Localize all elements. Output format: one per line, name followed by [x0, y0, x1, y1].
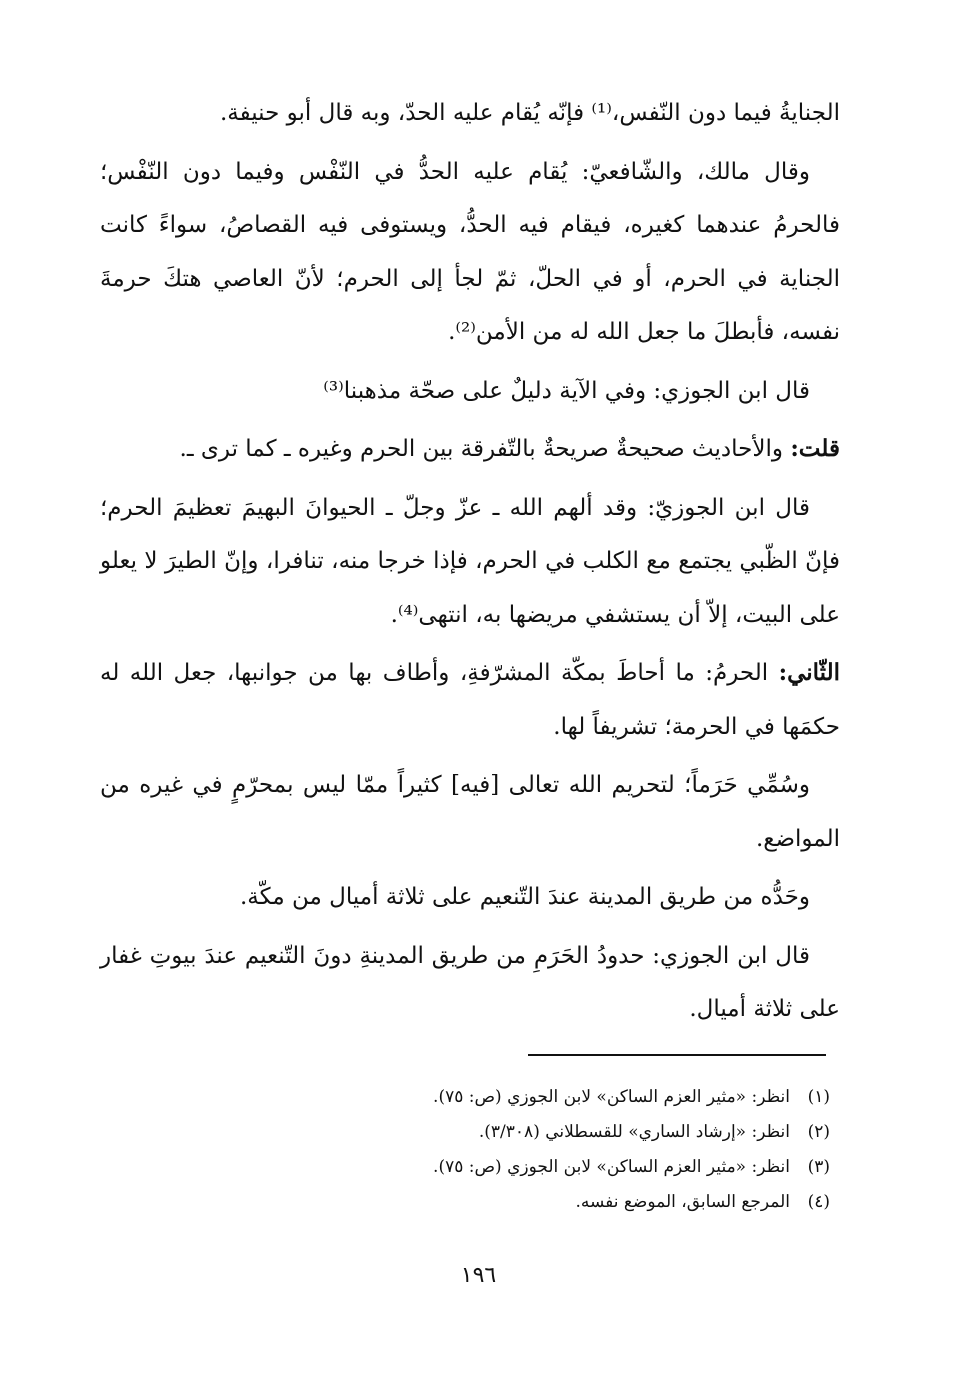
paragraph-8: [100, 870, 840, 925]
footnote-text: انظر: «مثير العزم الساكن» لابن الجوزي (ص: ٧٥).: [433, 1157, 790, 1177]
paragraph-text: قال ابن الجوزي: حدودُ الحَرَمِ من طريق المدينةِ دونَ التّنعيم عندَ بيوتِ غفار على ثلاثة أميال.: [100, 942, 840, 1022]
footnote-text: انظر: «إرشاد الساري» للقسطلاني (٣/٣٠٨).: [478, 1122, 790, 1142]
paragraph-text: قال ابن الجوزي: وفي الآية دليلٌ على صحّة مذهبنا⁽³⁾: [323, 377, 810, 404]
paragraph-text: وحَدُّه من طريق المدينة عندَ التّنعيم على ثلاثة أميال من مكّة.: [240, 884, 810, 910]
paragraph-5: [100, 481, 840, 643]
paragraph-text: الجنايةُ فيما دون النّفس،⁽¹⁾ فإنّه يُقام عليه الحدّ، وبه قال أبو حنيفة.: [219, 100, 840, 126]
footnote-2: [300, 1115, 830, 1150]
footnote-text: المرجع السابق، الموضع نفسه.: [575, 1192, 790, 1212]
footnote-1: [300, 1080, 830, 1115]
paragraph-text: الحرمُ: ما أحاطَ بمكّة المشرّفةِ، وأطاف بها من جوانبها، جعل الله له حكمَها في الحرمة؛ تشريفاً لها.: [100, 660, 840, 740]
footnote-text: انظر: «مثير العزم الساكن» لابن الجوزي (ص: ٧٥).: [433, 1087, 790, 1107]
footnote-number: (٣): [807, 1157, 830, 1177]
footnote-4: [300, 1185, 830, 1220]
footnotes: [300, 1080, 830, 1220]
paragraph-text: قال ابن الجوزيّ: وقد ألهم الله ـ عزّ وجلّ ـ الحيوانَ البهيمَ تعظيمَ الحرم؛ فإنّ الظّبي يجتمع مع الكلب في الحرم، فإذا خرجا منه، تنافرا، وإنّ الطيرَ لا يعلو على البيت، إلاّ أن يستشفي مريضها به، انتهى⁽⁴⁾.: [100, 494, 840, 628]
paragraph-9: [100, 929, 840, 1037]
paragraph-text: وقال مالك، والشّافعيّ: يُقام عليه الحدُّ في النّفْس وفيما دون النّفْس؛ فالحرمُ عندهما كغيره، فيقام فيه الحدُّ، ويستوفى فيه القصاصُ، سواءً كانت الجناية في الحرم، أو في الحلّ، ثمّ لجأ إلى الحرم؛ لأنّ العاصي هتكَ حرمةَ نفسه، فأبطلَ ما جعل الله له من الأمن⁽²⁾.: [100, 158, 840, 345]
paragraph-3: [100, 364, 840, 419]
paragraph-text: وسُمِّي حَرَماً؛ لتحريم الله تعالى [فيه] كثيراً ممّا ليس بمحرّمٍ في غيره من المواضع.: [100, 772, 840, 852]
footnote-number: (١): [807, 1087, 830, 1107]
paragraph-lead: قلت:: [790, 435, 840, 462]
paragraph-text: والأحاديث صحيحةٌ صريحةٌ بالتّفرقة بين الحرم وغيره ـ كما ترى ـ.: [179, 436, 791, 462]
paragraph-7: [100, 758, 840, 866]
footnote-number: (٤): [807, 1192, 830, 1212]
page-number: ١٩٦: [460, 1263, 497, 1288]
paragraph-2: [100, 145, 840, 360]
paragraph-lead: الثّاني:: [778, 659, 840, 686]
paragraph-4: [100, 422, 840, 477]
footnote-divider: [528, 1054, 826, 1056]
main-text: [100, 86, 840, 1041]
footnote-3: [300, 1150, 830, 1185]
footnote-number: (٢): [807, 1122, 830, 1142]
paragraph-1: [100, 86, 840, 141]
paragraph-6: [100, 646, 840, 754]
